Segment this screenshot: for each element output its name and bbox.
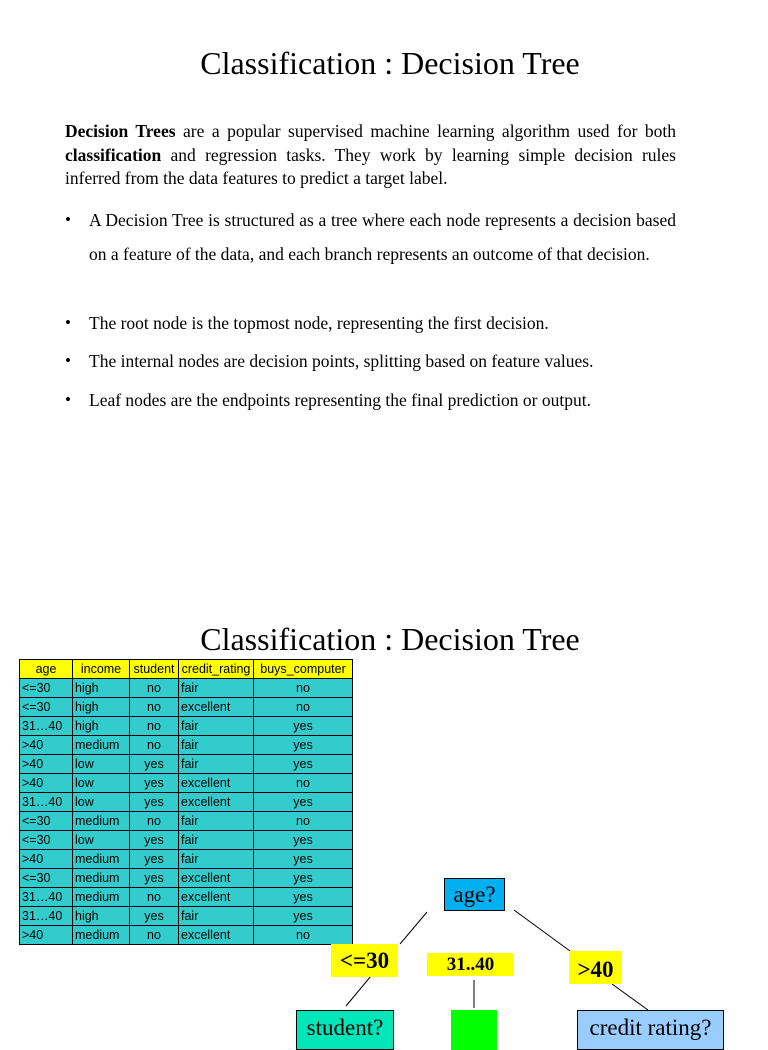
bullet-glyph: • bbox=[65, 210, 71, 229]
training-data-table bbox=[19, 659, 353, 945]
branch-label-middle bbox=[427, 953, 514, 976]
cell-income: low bbox=[73, 774, 130, 793]
cell-buys-computer: yes bbox=[254, 755, 353, 774]
cell-credit-rating: excellent bbox=[179, 888, 254, 907]
cell-student: no bbox=[130, 812, 179, 831]
cell-age: >40 bbox=[20, 755, 73, 774]
cell-student: yes bbox=[130, 774, 179, 793]
cell-age: >40 bbox=[20, 736, 73, 755]
cell-age: <=30 bbox=[20, 812, 73, 831]
cell-buys-computer: yes bbox=[254, 793, 353, 812]
bullet-text: Leaf nodes are the endpoints representing the final prediction or output. bbox=[89, 390, 591, 410]
cell-income: medium bbox=[73, 926, 130, 945]
bullet-text: A Decision Tree is structured as a tree where each node represents a decision based on a feature of the data, and each branch represents an outcome of that decision. bbox=[89, 210, 676, 264]
header-income: income bbox=[73, 660, 130, 679]
table-row bbox=[20, 869, 353, 888]
cell-credit-rating: fair bbox=[179, 755, 254, 774]
header-student: student bbox=[130, 660, 179, 679]
tree-child-right-node bbox=[577, 1010, 724, 1050]
cell-student: yes bbox=[130, 850, 179, 869]
cell-income: high bbox=[73, 698, 130, 717]
cell-buys-computer: no bbox=[254, 926, 353, 945]
cell-student: yes bbox=[130, 831, 179, 850]
cell-age: <=30 bbox=[20, 831, 73, 850]
cell-age: >40 bbox=[20, 774, 73, 793]
cell-student: yes bbox=[130, 755, 179, 774]
term-decision-trees: Decision Trees bbox=[65, 121, 176, 141]
table-row bbox=[20, 907, 353, 926]
intro-paragraph bbox=[65, 120, 676, 191]
cell-student: yes bbox=[130, 907, 179, 926]
cell-income: low bbox=[73, 793, 130, 812]
cell-student: yes bbox=[130, 869, 179, 888]
cell-income: medium bbox=[73, 869, 130, 888]
cell-student: no bbox=[130, 926, 179, 945]
tree-child-middle-node bbox=[451, 1010, 497, 1050]
table-row bbox=[20, 698, 353, 717]
cell-student: no bbox=[130, 888, 179, 907]
cell-credit-rating: fair bbox=[179, 907, 254, 926]
table-row bbox=[20, 831, 353, 850]
table-row bbox=[20, 812, 353, 831]
cell-buys-computer: yes bbox=[254, 736, 353, 755]
cell-income: medium bbox=[73, 736, 130, 755]
cell-buys-computer: no bbox=[254, 812, 353, 831]
cell-student: no bbox=[130, 698, 179, 717]
bullet-glyph: • bbox=[65, 390, 71, 409]
branch-middle-text: 31..40 bbox=[446, 954, 495, 975]
cell-buys-computer: yes bbox=[254, 888, 353, 907]
root-label: age? bbox=[453, 882, 496, 907]
child-left-label: student? bbox=[306, 1015, 384, 1040]
cell-credit-rating: fair bbox=[179, 850, 254, 869]
header-credit-rating: credit_rating bbox=[179, 660, 254, 679]
cell-credit-rating: excellent bbox=[179, 774, 254, 793]
cell-credit-rating: fair bbox=[179, 717, 254, 736]
branch-label-right bbox=[569, 951, 622, 984]
slide-title-2: Classification : Decision Tree bbox=[200, 621, 580, 657]
cell-credit-rating: fair bbox=[179, 831, 254, 850]
bullet-glyph: • bbox=[65, 351, 71, 370]
table-row bbox=[20, 850, 353, 869]
cell-income: high bbox=[73, 907, 130, 926]
cell-credit-rating: excellent bbox=[179, 698, 254, 717]
cell-age: <=30 bbox=[20, 679, 73, 698]
header-buys-computer: buys_computer bbox=[254, 660, 353, 679]
cell-student: yes bbox=[130, 793, 179, 812]
intro-text-2: and regression tasks. They work by learning simple decision rules inferred from the data features to predict a target label. bbox=[65, 144, 676, 188]
cell-credit-rating: excellent bbox=[179, 869, 254, 888]
cell-buys-computer: yes bbox=[254, 831, 353, 850]
table-row bbox=[20, 926, 353, 945]
cell-buys-computer: no bbox=[254, 698, 353, 717]
table-row bbox=[20, 679, 353, 698]
cell-student: no bbox=[130, 679, 179, 698]
cell-income: high bbox=[73, 717, 130, 736]
cell-age: 31…40 bbox=[20, 907, 73, 926]
header-age: age bbox=[20, 660, 73, 679]
cell-age: >40 bbox=[20, 850, 73, 869]
bullet-text: The internal nodes are decision points, splitting based on feature values. bbox=[89, 351, 594, 371]
edge-root-left bbox=[400, 912, 427, 944]
cell-income: medium bbox=[73, 850, 130, 869]
branch-right-text: >40 bbox=[577, 957, 614, 982]
cell-buys-computer: yes bbox=[254, 907, 353, 926]
cell-income: high bbox=[73, 679, 130, 698]
term-classification: classification bbox=[65, 144, 162, 165]
edge-left-child bbox=[346, 976, 371, 1006]
table-header-row bbox=[20, 660, 353, 679]
bullet-item bbox=[65, 203, 676, 271]
edge-root-right bbox=[514, 910, 570, 951]
cell-credit-rating: fair bbox=[179, 812, 254, 831]
bullet-text: The root node is the topmost node, representing the first decision. bbox=[89, 313, 549, 333]
cell-age: 31…40 bbox=[20, 793, 73, 812]
cell-income: medium bbox=[73, 812, 130, 831]
edge-right-child bbox=[612, 984, 648, 1010]
tree-child-left-node bbox=[296, 1010, 394, 1050]
branch-label-left bbox=[331, 944, 398, 977]
cell-income: medium bbox=[73, 888, 130, 907]
cell-age: >40 bbox=[20, 926, 73, 945]
table-row bbox=[20, 717, 353, 736]
cell-age: <=30 bbox=[20, 869, 73, 888]
table-row bbox=[20, 888, 353, 907]
cell-buys-computer: yes bbox=[254, 717, 353, 736]
child-right-label: credit rating? bbox=[589, 1015, 712, 1040]
cell-buys-computer: no bbox=[254, 679, 353, 698]
intro-text-1: are a popular supervised machine learning algorithm used for both bbox=[175, 121, 677, 141]
cell-credit-rating: fair bbox=[179, 736, 254, 755]
cell-student: no bbox=[130, 717, 179, 736]
table-row bbox=[20, 736, 353, 755]
cell-age: <=30 bbox=[20, 698, 73, 717]
cell-buys-computer: no bbox=[254, 774, 353, 793]
cell-buys-computer: yes bbox=[254, 850, 353, 869]
slide-title: Classification : Decision Tree bbox=[200, 45, 580, 81]
bullet-glyph: • bbox=[65, 313, 71, 332]
cell-credit-rating: excellent bbox=[179, 793, 254, 812]
bullet-item bbox=[65, 311, 676, 335]
table-row bbox=[20, 793, 353, 812]
cell-income: low bbox=[73, 755, 130, 774]
bullet-item bbox=[65, 388, 676, 412]
tree-root-node bbox=[444, 878, 505, 911]
cell-student: no bbox=[130, 736, 179, 755]
cell-age: 31…40 bbox=[20, 888, 73, 907]
table-row bbox=[20, 755, 353, 774]
cell-credit-rating: excellent bbox=[179, 926, 254, 945]
cell-age: 31…40 bbox=[20, 717, 73, 736]
cell-credit-rating: fair bbox=[179, 679, 254, 698]
cell-buys-computer: yes bbox=[254, 869, 353, 888]
branch-left-text: <=30 bbox=[339, 948, 390, 973]
bullet-item bbox=[65, 349, 676, 373]
table-row bbox=[20, 774, 353, 793]
cell-income: low bbox=[73, 831, 130, 850]
